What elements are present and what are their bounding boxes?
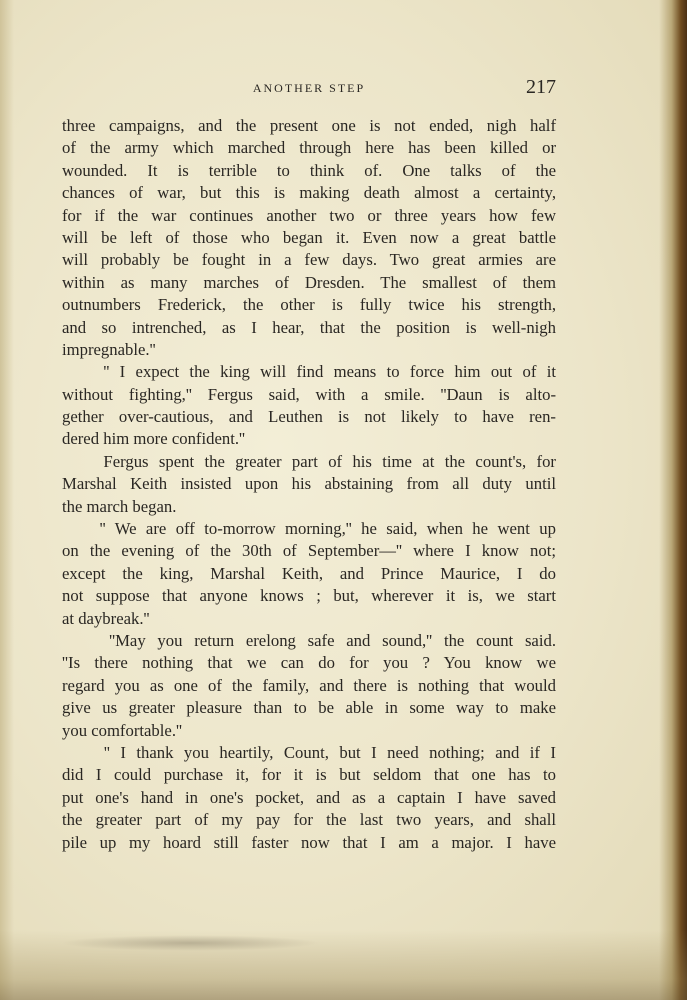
book-spine-edge: [659, 0, 687, 1000]
text-line: you comfortable.'': [62, 720, 183, 740]
running-head: ANOTHER STEP: [252, 81, 366, 95]
text-line: will probably be fought in a few days. Two great armies are: [62, 250, 556, 270]
text-line: the march began.: [62, 496, 177, 516]
text-line: three campaigns, and the present one is not ended, nigh half: [62, 116, 556, 135]
text-line: pile up my hoard still faster now that I am a major. I have: [62, 832, 556, 852]
text-line: Marshal Keith insisted upon his abstaining from all duty until: [62, 474, 556, 494]
page-number: 217: [526, 76, 556, 98]
text-line: of the army which marched through here has been killed or: [62, 138, 556, 158]
text-line: and so intrenched, as I hear, that the position is well-nigh: [62, 317, 556, 337]
text-line: dered him more confident.'': [62, 429, 246, 449]
text-line: put one's hand in one's pocket, and as a captain I have saved: [62, 787, 556, 807]
text-line: Fergus spent the greater part of his time at the count's, for: [62, 451, 556, 471]
text-line: ''May you return erelong safe and sound,'' the count said.: [62, 630, 556, 650]
text-line: except the king, Marshal Keith, and Prince Maurice, I do: [62, 563, 556, 583]
text-line: for if the war continues another two or three years how few: [62, 205, 556, 225]
text-line: '' I thank you heartily, Count, but I need nothing; and if I: [62, 742, 556, 762]
text-line: ''Is there nothing that we can do for you ? You know we: [62, 653, 556, 673]
text-line: give us greater pleasure than to be able in some way to make: [62, 698, 556, 718]
page-header: [62, 76, 556, 100]
text-line: within as many marches of Dresden. The smallest of them: [62, 272, 556, 292]
page-left-edge: [0, 0, 14, 1000]
text-line: the greater part of my pay for the last two years, and shall: [62, 810, 556, 830]
text-line: '' I expect the king will find means to force him out of it: [62, 362, 556, 382]
text-line: regard you as one of the family, and there is nothing that would: [62, 675, 556, 695]
body-text: [62, 115, 556, 854]
text-line: wounded. It is terrible to think of. One talks of the: [62, 160, 556, 180]
text-line: did I could purchase it, for it is but seldom that one has to: [62, 765, 556, 785]
text-line: outnumbers Frederick, the other is fully twice his strength,: [62, 295, 556, 315]
text-line: will be left of those who began it. Even now a great battle: [62, 227, 556, 247]
text-line: at daybreak.'': [62, 608, 150, 628]
text-line: impregnable.'': [62, 339, 156, 359]
page-smudge: [60, 935, 320, 951]
text-line: without fighting,'' Fergus said, with a smile. ''Daun is alto-: [62, 384, 556, 404]
text-line: on the evening of the 30th of September—'' where I know not;: [62, 541, 556, 561]
text-line: chances of war, but this is making death almost a certainty,: [62, 183, 556, 203]
text-line: not suppose that anyone knows ; but, wherever it is, we start: [62, 586, 556, 606]
text-line: gether over-cautious, and Leuthen is not likely to have ren-: [62, 407, 556, 427]
text-line: '' We are off to-morrow morning,'' he said, when he went up: [62, 519, 556, 539]
